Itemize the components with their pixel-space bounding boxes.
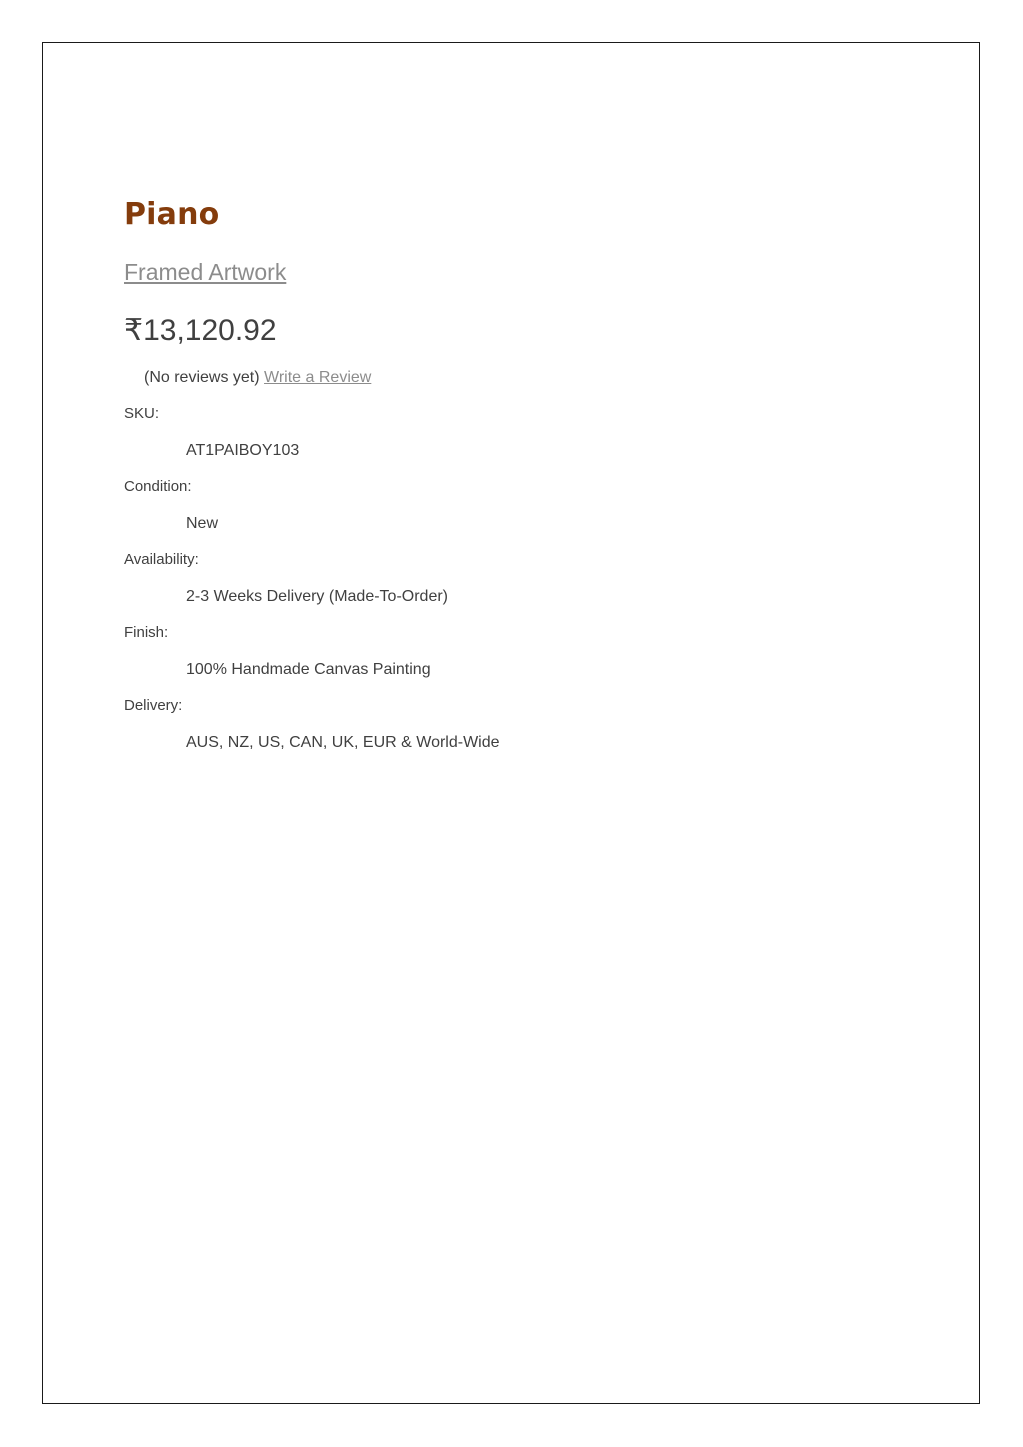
spec-label-finish: Finish: [124, 624, 169, 641]
product-details [124, 195, 924, 754]
spec-value-availability: 2-3 Weeks Delivery (Made-To-Order) [186, 588, 448, 605]
product-price: ₹13,120.92 [124, 314, 277, 347]
write-review-link[interactable]: Write a Review [264, 369, 372, 386]
product-title: Piano [124, 197, 220, 232]
spec-value-delivery: AUS, NZ, US, CAN, UK, EUR & World-Wide [186, 734, 500, 751]
spec-value-sku: AT1PAIBOY103 [186, 442, 300, 459]
spec-label-condition: Condition: [124, 478, 192, 495]
spec-label-delivery: Delivery: [124, 697, 183, 714]
spec-list [124, 404, 924, 754]
reviews-line [124, 367, 924, 389]
spec-value-finish: 100% Handmade Canvas Painting [186, 661, 431, 678]
spec-value-condition: New [186, 515, 219, 532]
spec-label-availability: Availability: [124, 551, 199, 568]
category-link[interactable]: Framed Artwork [124, 259, 287, 285]
spec-label-sku: SKU: [124, 405, 160, 422]
reviews-status: (No reviews yet) [144, 369, 260, 386]
